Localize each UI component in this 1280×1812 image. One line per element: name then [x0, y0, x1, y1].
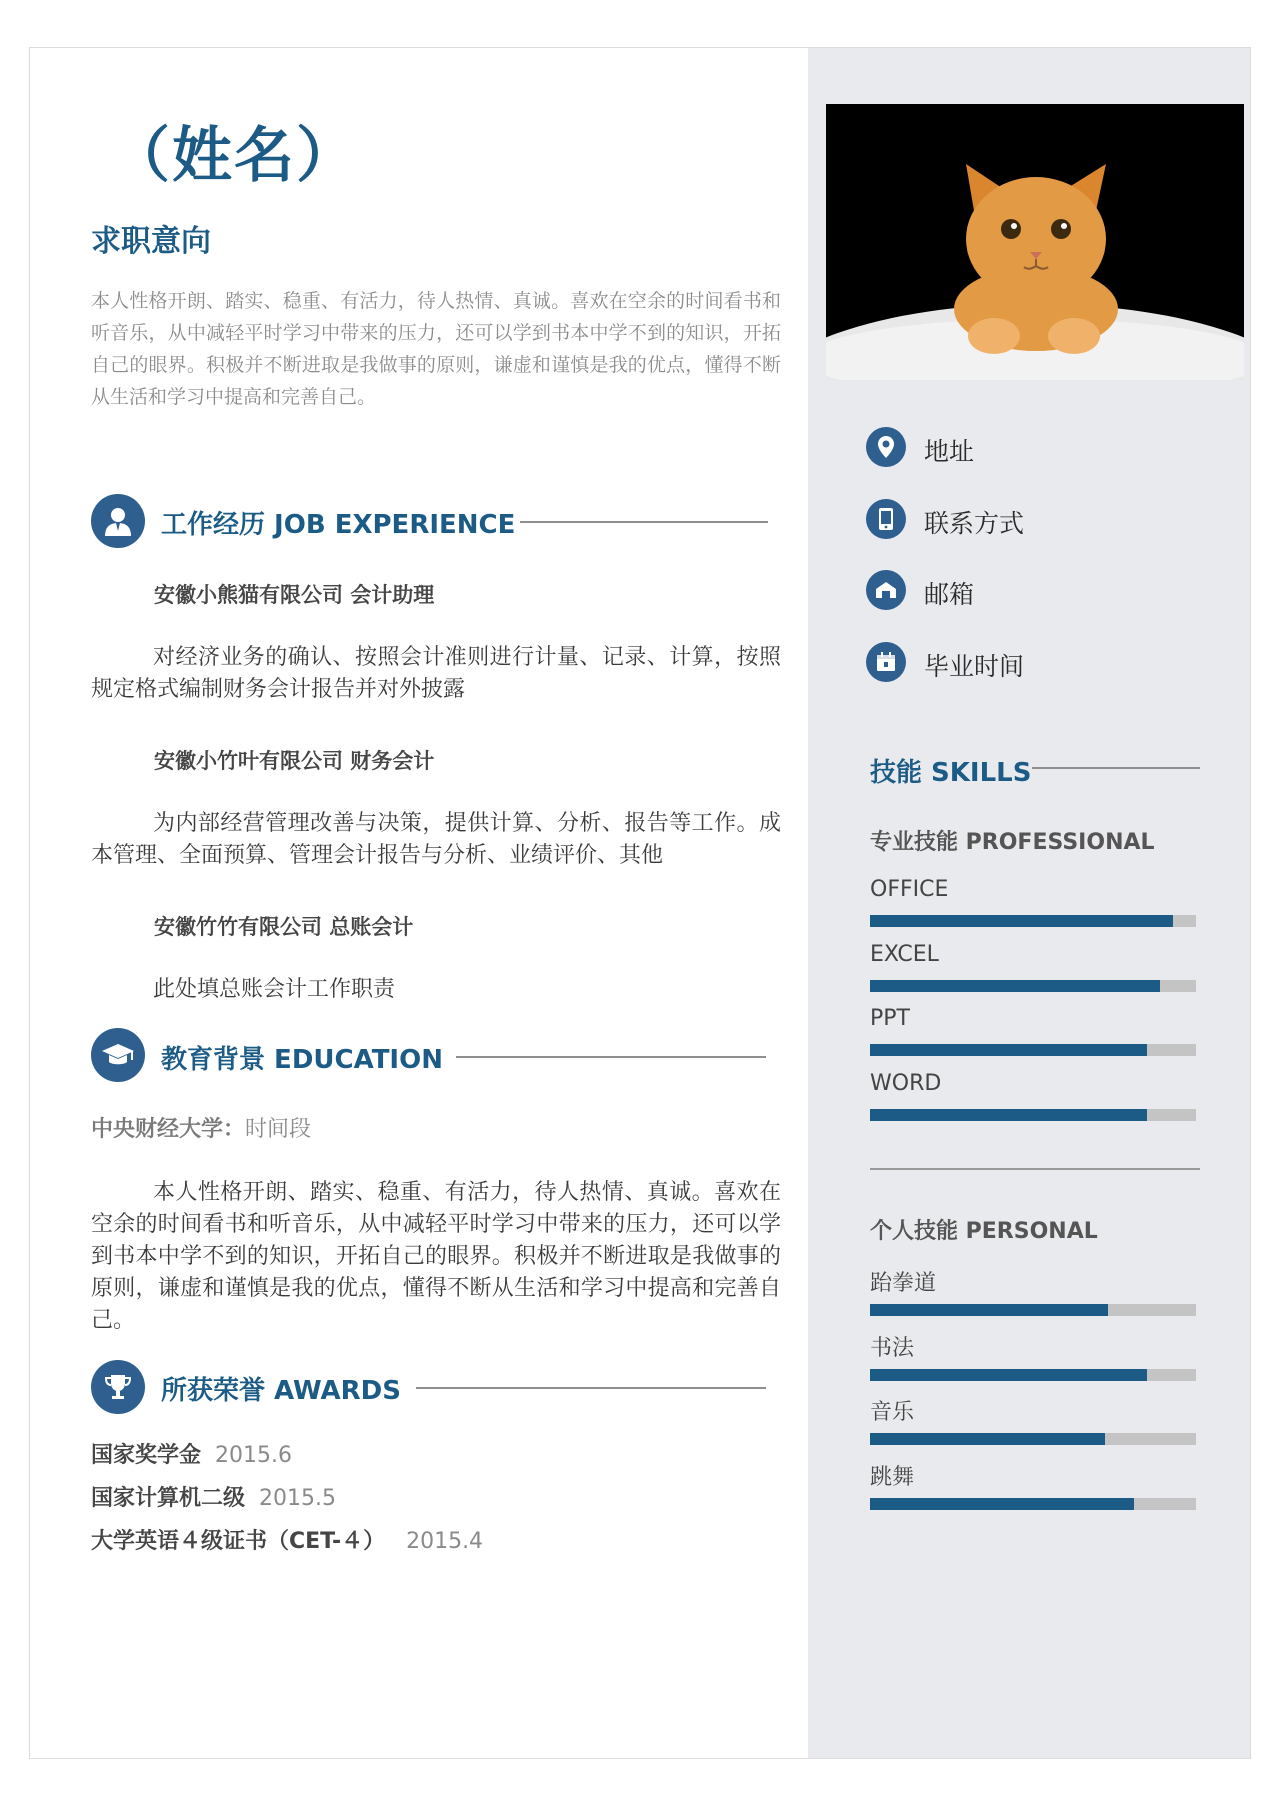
- experience-divider: [520, 521, 768, 523]
- skill-label: PPT: [870, 1006, 910, 1031]
- intent-text: 本人性格开朗、踏实、稳重、有活力，待人热情、真诚。喜欢在空余的时间看书和听音乐，从中减轻平时学习中带来的压力，还可以学到书本中学不到的知识，开拓自己的眼界。积极并不断进取是我做事的原则，谦虚和谨慎是我的优点，懂得不断从生活和学习中提高和完善自己。: [91, 290, 781, 408]
- skill-bar-fill: [870, 1433, 1105, 1445]
- education-description: 本人性格开朗、踏实、稳重、有活力，待人热情、真诚。喜欢在空余的时间看书和听音乐，从中减轻平时学习中带来的压力，还可以学到书本中学不到的知识，开拓自己的眼界。积极并不断进取是我做事的原则，谦虚和谨慎是我的优点，懂得不断从生活和学习中提高和完善自己。: [91, 1180, 781, 1333]
- awards-heading: 所获荣誉 AWARDS: [161, 1376, 401, 1406]
- skill-bar-fill: [870, 980, 1160, 992]
- location-pin-icon: [866, 427, 906, 467]
- professional-skills-heading: 专业技能 PROFESSIONAL: [870, 830, 1155, 855]
- skill-label: 音乐: [870, 1400, 915, 1425]
- award-date: 2015.4: [406, 1529, 484, 1554]
- school-name: 中央财经大学：: [91, 1117, 246, 1142]
- award-date: 2015.6: [215, 1443, 292, 1468]
- skill-label: 跳舞: [870, 1465, 915, 1490]
- graduation-cap-icon: [91, 1028, 145, 1082]
- job-title: 安徽小竹叶有限公司 财务会计: [154, 749, 435, 773]
- skill-bar: [870, 1433, 1196, 1445]
- skill-bar-fill: [870, 1498, 1134, 1510]
- skill-bar: [870, 1109, 1196, 1121]
- skill-bar: [870, 1369, 1196, 1381]
- job-description: 此处填总账会计工作职责: [153, 977, 396, 1002]
- profile-photo: [826, 104, 1244, 380]
- contact-graduation: 毕业时间: [924, 652, 1025, 681]
- award-name: 国家奖学金: [91, 1443, 202, 1468]
- school-line: [91, 1112, 311, 1143]
- award-item: [91, 1524, 483, 1555]
- intent-heading: 求职意向: [91, 224, 211, 259]
- school-period: 时间段: [245, 1117, 312, 1142]
- skills-divider: [1032, 767, 1200, 769]
- education-divider: [456, 1056, 766, 1058]
- job-title: 安徽小熊猫有限公司 会计助理: [154, 583, 435, 607]
- contact-phone: 联系方式: [924, 509, 1025, 538]
- skill-bar-fill: [870, 915, 1173, 927]
- phone-icon: [866, 499, 906, 539]
- skill-label: EXCEL: [870, 942, 939, 967]
- skill-bar-fill: [870, 1109, 1147, 1121]
- skill-bar: [870, 980, 1196, 992]
- calendar-icon: [866, 642, 906, 682]
- award-item: [91, 1438, 292, 1469]
- skill-label: 书法: [870, 1336, 915, 1361]
- mail-icon: [866, 570, 906, 610]
- skill-bar: [870, 1044, 1196, 1056]
- skill-bar-fill: [870, 1369, 1147, 1381]
- skill-bar: [870, 1304, 1196, 1316]
- skill-bar-fill: [870, 1044, 1147, 1056]
- job-description: 对经济业务的确认、按照会计准则进行计量、记录、计算，按照规定格式编制财务会计报告并对外披露: [91, 645, 781, 702]
- contact-address: 地址: [924, 437, 975, 466]
- experience-heading: 工作经历 JOB EXPERIENCE: [161, 510, 516, 540]
- skills-heading: 技能 SKILLS: [870, 758, 1032, 788]
- user-icon: [91, 494, 145, 548]
- skills-section-divider: [870, 1168, 1200, 1170]
- trophy-icon: [91, 1360, 145, 1414]
- personal-skills-heading: 个人技能 PERSONAL: [870, 1219, 1098, 1244]
- education-heading: 教育背景 EDUCATION: [161, 1045, 443, 1075]
- award-name: 国家计算机二级: [91, 1486, 246, 1511]
- awards-divider: [416, 1387, 766, 1389]
- candidate-name: （姓名）: [110, 121, 358, 191]
- skill-label: 跆拳道: [870, 1271, 937, 1296]
- skill-label: WORD: [870, 1071, 942, 1096]
- award-name: 大学英语４级证书（CET-４）: [91, 1529, 386, 1554]
- job-description: 为内部经营管理改善与决策，提供计算、分析、报告等工作。成本管理、全面预算、管理会计报告与分析、业绩评价、其他: [91, 811, 781, 868]
- award-item: [91, 1481, 336, 1512]
- skill-bar-fill: [870, 1304, 1108, 1316]
- skill-bar: [870, 915, 1196, 927]
- contact-email: 邮箱: [924, 580, 975, 609]
- skill-label: OFFICE: [870, 877, 949, 902]
- job-title: 安徽竹竹有限公司 总账会计: [154, 915, 414, 939]
- award-date: 2015.5: [259, 1486, 336, 1511]
- skill-bar: [870, 1498, 1196, 1510]
